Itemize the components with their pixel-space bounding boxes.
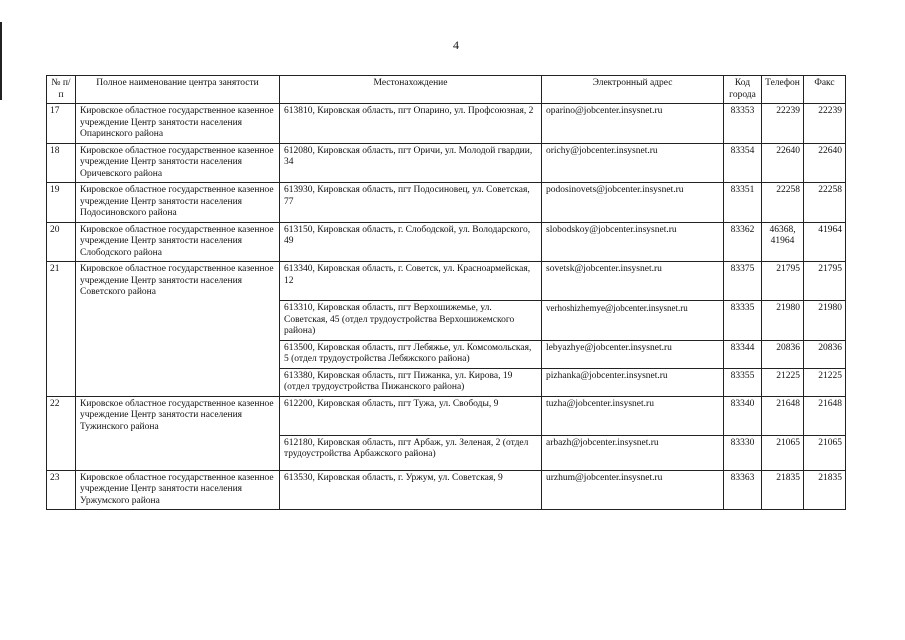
cell-fax: 41964 [804, 222, 846, 262]
table-header-row [47, 76, 846, 104]
cell-code: 83340 [724, 396, 762, 435]
cell-location: 613380, Кировская область, пгт Пижанка, ул. Кирова, 19 (отдел трудоустройства Пижанского района) [280, 368, 542, 396]
cell-phone: 46368, 41964 [762, 222, 804, 262]
cell-num: 17 [47, 104, 76, 144]
cell-email: arbazh@jobcenter.insysnet.ru [542, 435, 724, 470]
table-row [47, 222, 846, 262]
table-row [47, 435, 846, 470]
header-code: Код города [724, 76, 762, 104]
header-name: Полное наименование центра занятости [76, 76, 280, 104]
cell-num [47, 368, 76, 396]
cell-num: 23 [47, 470, 76, 510]
cell-email: orichy@jobcenter.insysnet.ru [542, 143, 724, 183]
table-row [47, 104, 846, 144]
cell-location: 613530, Кировская область, г. Уржум, ул. Советская, 9 [280, 470, 542, 510]
cell-email: podosinovets@jobcenter.insysnet.ru [542, 183, 724, 223]
cell-location: 613500, Кировская область, пгт Лебяжье, ул. Комсомольская, 5 (отдел трудоустройства Лебяжского района) [280, 340, 542, 368]
employment-centers-table [46, 75, 846, 510]
cell-location: 612080, Кировская область, пгт Оричи, ул. Молодой гвардии, 34 [280, 143, 542, 183]
cell-phone: 21225 [762, 368, 804, 396]
cell-phone: 22640 [762, 143, 804, 183]
cell-location: 613340, Кировская область, г. Советск, ул. Красноармейская, 12 [280, 262, 542, 301]
cell-fax: 21980 [804, 301, 846, 341]
table-row [47, 368, 846, 396]
cell-email: sovetsk@jobcenter.insysnet.ru [542, 262, 724, 301]
cell-phone: 21835 [762, 470, 804, 510]
cell-num: 18 [47, 143, 76, 183]
cell-phone: 21065 [762, 435, 804, 470]
cell-name: Кировское областное государственное казенное учреждение Центр занятости населения Оричевского района [76, 143, 280, 183]
cell-code: 83354 [724, 143, 762, 183]
cell-fax: 22258 [804, 183, 846, 223]
cell-phone: 22239 [762, 104, 804, 144]
cell-email: oparino@jobcenter.insysnet.ru [542, 104, 724, 144]
cell-code: 83375 [724, 262, 762, 301]
cell-code: 83344 [724, 340, 762, 368]
cell-num: 19 [47, 183, 76, 223]
cell-email: pizhanka@jobcenter.insysnet.ru [542, 368, 724, 396]
table-row [47, 183, 846, 223]
cell-name: Кировское областное государственное казенное учреждение Центр занятости населения Слободского района [76, 222, 280, 262]
cell-num [47, 340, 76, 368]
header-location: Местонахождение [280, 76, 542, 104]
table-row [47, 143, 846, 183]
cell-code: 83355 [724, 368, 762, 396]
cell-fax: 20836 [804, 340, 846, 368]
cell-code: 83351 [724, 183, 762, 223]
cell-email: urzhum@jobcenter.insysnet.ru [542, 470, 724, 510]
cell-name [76, 301, 280, 341]
cell-name: Кировское областное государственное казенное учреждение Центр занятости населения Советского района [76, 262, 280, 301]
cell-email: tuzha@jobcenter.insysnet.ru [542, 396, 724, 435]
cell-fax: 21065 [804, 435, 846, 470]
header-fax: Факс [804, 76, 846, 104]
table-row [47, 396, 846, 435]
cell-name: Кировское областное государственное казенное учреждение Центр занятости населения Тужинского района [76, 396, 280, 435]
cell-phone: 20836 [762, 340, 804, 368]
table-row [47, 470, 846, 510]
cell-num: 20 [47, 222, 76, 262]
cell-phone: 22258 [762, 183, 804, 223]
cell-email: slobodskoy@jobcenter.insysnet.ru [542, 222, 724, 262]
scan-edge-mark [0, 22, 2, 100]
cell-name: Кировское областное государственное казенное учреждение Центр занятости населения Подосиновского района [76, 183, 280, 223]
cell-name [76, 340, 280, 368]
cell-code: 83362 [724, 222, 762, 262]
cell-location: 612180, Кировская область, пгт Арбаж, ул. Зеленая, 2 (отдел трудоустройства Арбажского района) [280, 435, 542, 470]
cell-name [76, 368, 280, 396]
cell-phone: 21648 [762, 396, 804, 435]
cell-fax: 21225 [804, 368, 846, 396]
cell-email: lebyazhye@jobcenter.insysnet.ru [542, 340, 724, 368]
cell-location: 613310, Кировская область, пгт Верхошижемье, ул. Советская, 45 (отдел трудоустройства Верхошижемского района) [280, 301, 542, 341]
cell-fax: 22640 [804, 143, 846, 183]
cell-location: 613930, Кировская область, пгт Подосиновец, ул. Советская, 77 [280, 183, 542, 223]
cell-name: Кировское областное государственное казенное учреждение Центр занятости населения Уржумского района [76, 470, 280, 510]
cell-num [47, 435, 76, 470]
table-row [47, 262, 846, 301]
header-num: № п/п [47, 76, 76, 104]
cell-name [76, 435, 280, 470]
cell-fax: 21648 [804, 396, 846, 435]
cell-location: 613810, Кировская область, пгт Опарино, ул. Профсоюзная, 2 [280, 104, 542, 144]
cell-fax: 21795 [804, 262, 846, 301]
cell-num [47, 301, 76, 341]
cell-code: 83335 [724, 301, 762, 341]
cell-name: Кировское областное государственное казенное учреждение Центр занятости населения Опаринского района [76, 104, 280, 144]
cell-email: verhoshizhemye@jobcenter.insysnet.ru [542, 301, 724, 341]
cell-fax: 21835 [804, 470, 846, 510]
cell-code: 83363 [724, 470, 762, 510]
table-row [47, 340, 846, 368]
cell-fax: 22239 [804, 104, 846, 144]
cell-location: 612200, Кировская область, пгт Тужа, ул. Свободы, 9 [280, 396, 542, 435]
cell-location: 613150, Кировская область, г. Слободской, ул. Володарского, 49 [280, 222, 542, 262]
header-phone: Телефон [762, 76, 804, 104]
cell-code: 83330 [724, 435, 762, 470]
table-row [47, 301, 846, 341]
cell-phone: 21795 [762, 262, 804, 301]
page-number: 4 [453, 38, 459, 52]
cell-code: 83353 [724, 104, 762, 144]
cell-phone: 21980 [762, 301, 804, 341]
cell-num: 22 [47, 396, 76, 435]
cell-num: 21 [47, 262, 76, 301]
header-email: Электронный адрес [542, 76, 724, 104]
